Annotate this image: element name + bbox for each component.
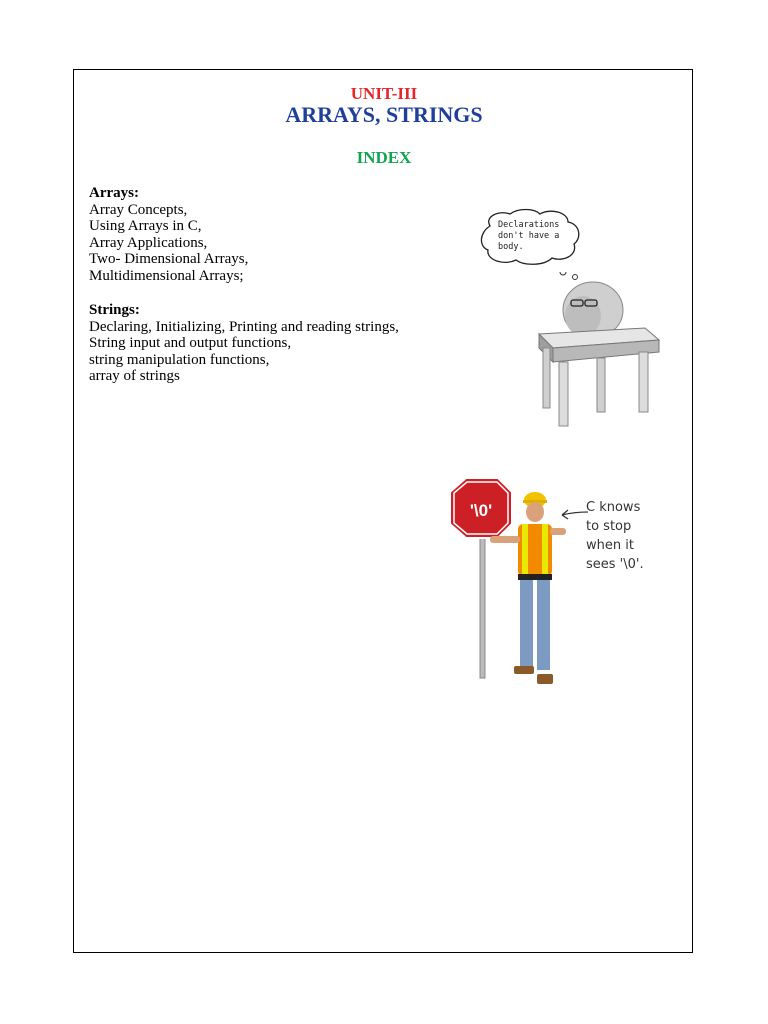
bubble-line: body. — [498, 242, 524, 252]
arrays-item: Multidimensional Arrays; — [89, 267, 244, 284]
handwritten-note — [586, 498, 666, 574]
arrays-item: Two- Dimensional Arrays, — [89, 251, 249, 268]
stop-sign-text: '\0' — [469, 501, 493, 520]
index-heading: INDEX — [356, 148, 412, 167]
note-line: to stop — [586, 519, 632, 534]
arrays-heading: Arrays: — [89, 185, 139, 201]
unit-label: UNIT-III — [350, 84, 418, 103]
bubble-line: Declarations — [498, 220, 560, 230]
arrays-item: Array Applications, — [89, 234, 208, 251]
strings-item: array of strings — [89, 368, 180, 385]
strings-item: String input and output functions, — [89, 335, 292, 352]
note-line: sees '\0'. — [586, 557, 644, 572]
head-on-table-illustration — [535, 272, 665, 442]
strings-section — [89, 302, 399, 385]
arrays-item: Array Concepts, — [89, 201, 188, 218]
arrays-section — [89, 185, 248, 285]
strings-heading: Strings: — [89, 302, 140, 318]
page-title: ARRAYS, STRINGS — [285, 102, 483, 127]
note-line: C knows — [586, 500, 641, 515]
strings-item: string manipulation functions, — [89, 351, 270, 368]
bubble-line: don't have a — [498, 231, 560, 241]
worker-stop-sign-illustration — [440, 478, 580, 698]
strings-item: Declaring, Initializing, Printing and reading strings, — [89, 318, 399, 335]
arrays-item: Using Arrays in C, — [89, 218, 202, 235]
thought-bubble-text — [498, 220, 576, 253]
note-line: when it — [586, 538, 634, 553]
